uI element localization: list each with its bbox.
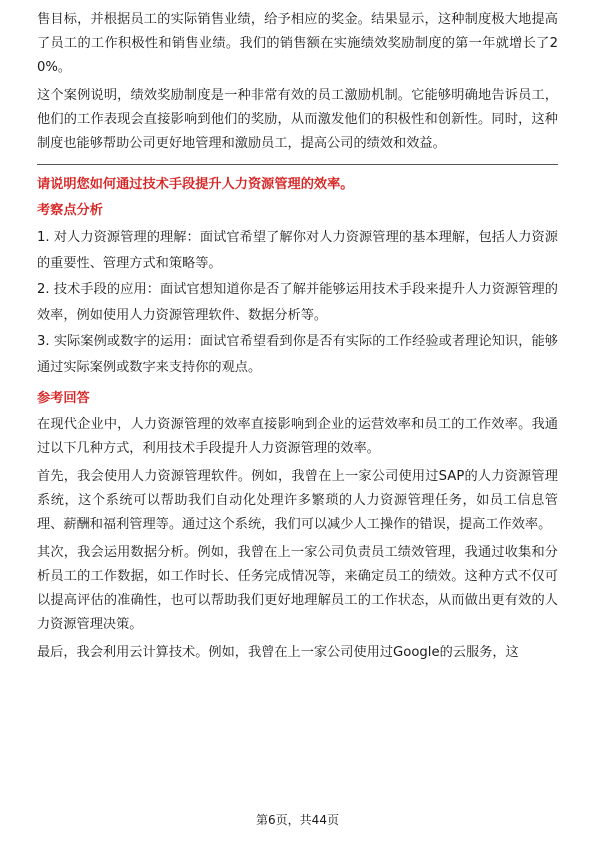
- analysis-item-1: 1. 对人力资源管理的理解：面试官希望了解你对人力资源管理的基本理解，包括人力资源的重要性、管理方式和策略等。: [37, 230, 558, 271]
- analysis-item-3: 3. 实际案例或数字的运用：面试官希望看到你是否有实际的工作经验或者理论知识，能够通过实际案例或数字来支持你的观点。: [37, 334, 558, 375]
- analysis-title: 考察点分析: [37, 203, 103, 218]
- page-number: 第6页，共44页: [256, 813, 339, 827]
- question-heading: 请说明您如何通过技术手段提升人力资源管理的效率。: [37, 177, 354, 192]
- section-divider: [37, 164, 558, 165]
- intro-paragraph-1: 售目标，并根据员工的实际销售业绩，给予相应的奖金。结果显示，这种制度极大地提高了员工的工作积极性和销售业绩。我们的销售额在实施绩效奖励制度的第一年就增长了20%。: [37, 12, 558, 75]
- answer-paragraph-1: 在现代企业中，人力资源管理的效率直接影响到企业的运营效率和员工的工作效率。我通过以下几种方式，利用技术手段提升人力资源管理的效率。: [37, 417, 558, 456]
- answer-paragraph-2: 首先，我会使用人力资源管理软件。例如，我曾在上一家公司使用过SAP的人力资源管理系统，这个系统可以帮助我们自动化处理许多繁琐的人力资源管理任务，如员工信息管理、薪酬和福利管理等。通过这个系统，我们可以减少人工操作的错误，提高工作效率。: [37, 469, 558, 532]
- answer-paragraph-3: 其次，我会运用数据分析。例如，我曾在上一家公司负责员工绩效管理，我通过收集和分析员工的工作数据，如工作时长、任务完成情况等，来确定员工的绩效。这种方式不仅可以提高评估的准确性，也可以帮助我们更好地理解员工的工作状态，从而做出更有效的人力资源管理决策。: [37, 545, 558, 632]
- document-page: [37, 8, 558, 669]
- intro-paragraph-2: 这个案例说明，绩效奖励制度是一种非常有效的员工激励机制。它能够明确地告诉员工，他们的工作表现会直接影响到他们的奖励，从而激发他们的积极性和创新性。同时，这种制度也能够帮助公司更好地管理和激励员工，提高公司的绩效和效益。: [37, 88, 558, 151]
- answer-title: 参考回答: [37, 391, 90, 406]
- answer-paragraph-4: 最后，我会利用云计算技术。例如，我曾在上一家公司使用过Google的云服务，这: [37, 645, 519, 660]
- analysis-item-2: 2. 技术手段的应用：面试官想知道你是否了解并能够运用技术手段来提升人力资源管理的效率，例如使用人力资源管理软件、数据分析等。: [37, 282, 558, 323]
